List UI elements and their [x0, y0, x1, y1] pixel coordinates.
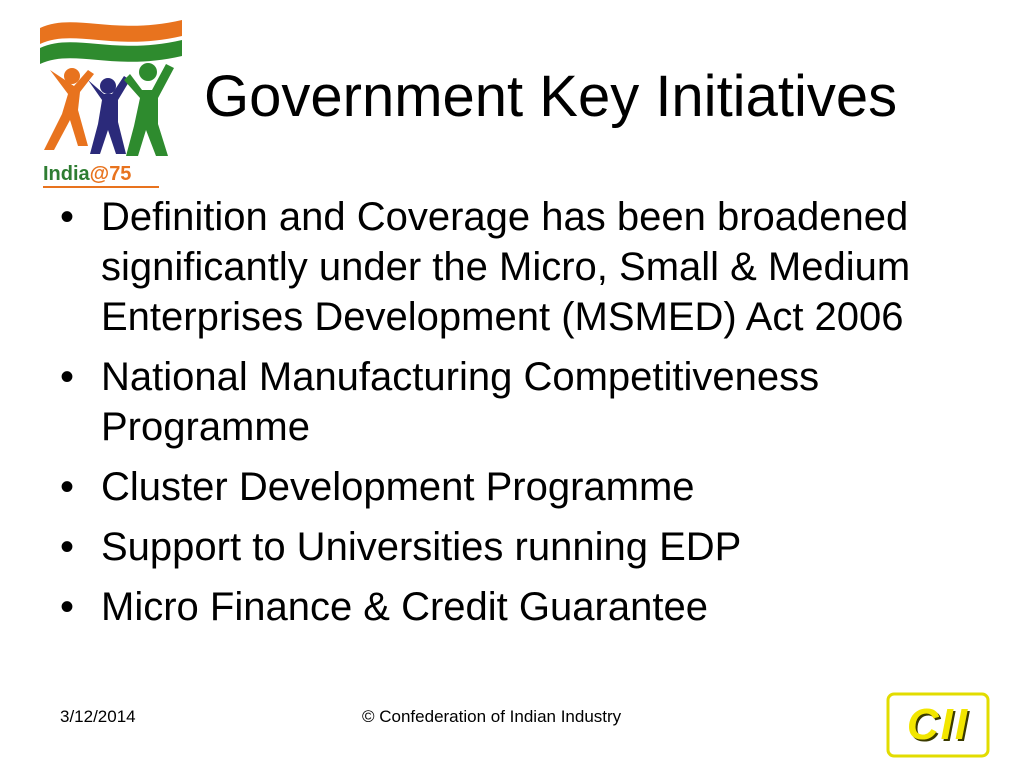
- footer-date: 3/12/2014: [60, 707, 136, 726]
- bullet-item: [60, 462, 980, 512]
- bullet-text: National Manufacturing Competitiveness Programme: [101, 355, 820, 449]
- logo-text-india: India: [43, 163, 90, 185]
- bullet-text: Micro Finance & Credit Guarantee: [101, 585, 708, 629]
- india-at-75-logo: [34, 14, 184, 192]
- logo-text-at: @: [89, 163, 110, 185]
- cii-logo-text: CII: [906, 700, 970, 749]
- bullet-item: [60, 582, 980, 632]
- logo-wordmark: [43, 162, 161, 186]
- footer-copyright: © Confederation of Indian Industry: [362, 707, 622, 726]
- bullet-icon: •: [60, 585, 75, 629]
- bullet-icon: •: [60, 195, 75, 239]
- bullet-item: [60, 192, 980, 342]
- bullet-icon: •: [60, 525, 75, 569]
- logo-underline: [43, 186, 159, 188]
- flag-figures-icon: [34, 14, 184, 164]
- bullet-list: [60, 192, 980, 642]
- bullet-icon: •: [60, 355, 75, 399]
- cii-logo: [886, 692, 990, 758]
- bullet-item: [60, 352, 980, 452]
- bullet-icon: •: [60, 465, 75, 509]
- bullet-text: Support to Universities running EDP: [101, 525, 742, 569]
- bullet-text: Cluster Development Programme: [101, 465, 695, 509]
- logo-text-75: 75: [109, 163, 132, 185]
- bullet-item: [60, 522, 980, 572]
- slide-title: Government Key Initiatives: [204, 64, 898, 129]
- bullet-text: Definition and Coverage has been broadened significantly under the Micro, Small & Medium Enterprises Development (MSMED) Act 2006: [101, 195, 911, 339]
